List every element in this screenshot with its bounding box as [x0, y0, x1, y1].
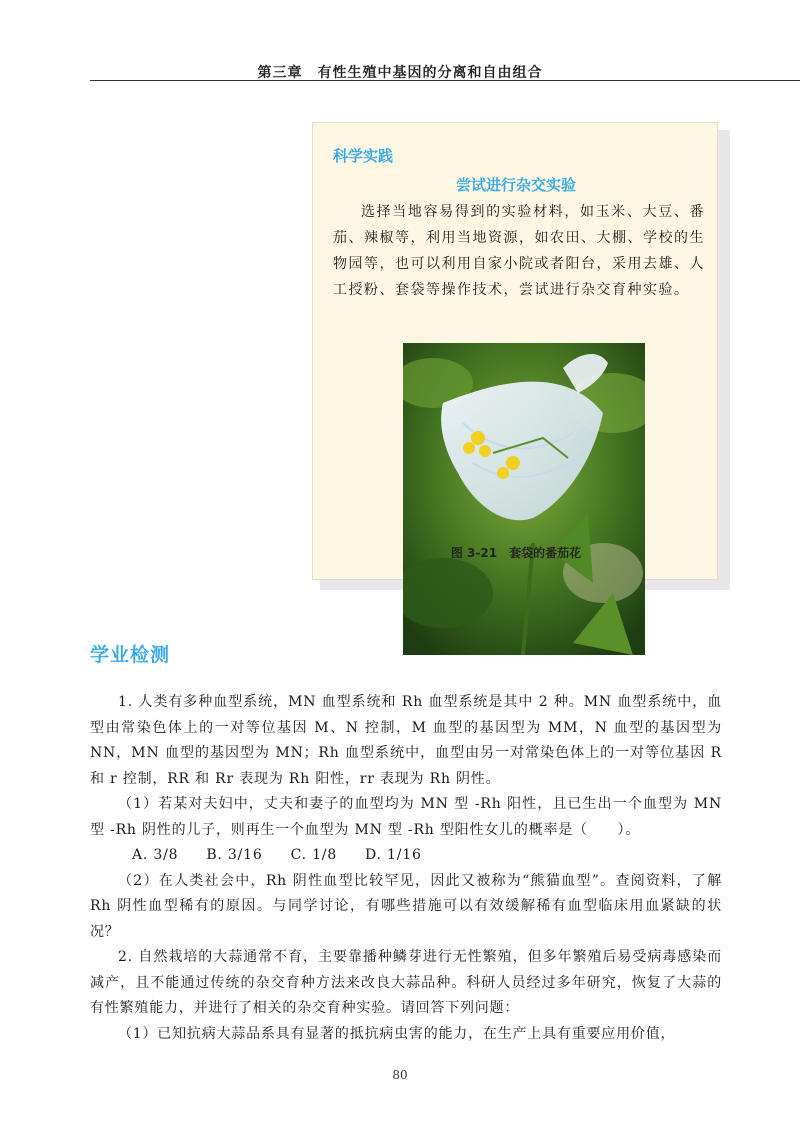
figure-caption-text: 套袋的番茄花	[509, 546, 582, 560]
question-2-part-1: （1）已知抗病大蒜品系具有显著的抵抗病虫害的能力，在生产上具有重要应用价值，	[118, 1025, 676, 1042]
assessment-heading: 学业检测	[90, 644, 171, 666]
question-2-stem: 2. 自然栽培的大蒜通常不育，主要靠播种鳞芽进行无性繁殖，但多年繁殖后易受病毒感染而减产，且不能通过传统的杂交育种方法来改良大蒜品种。科研人员经过多年研究，恢复了大蒜的有性繁殖能力，并进行了相关的杂交育种实验。请回答下列问题：	[90, 949, 722, 1016]
question-1-stem: 1. 人类有多种血型系统，MN 血型系统和 Rh 血型系统是其中 2 种。MN 血型系统中，血型由常染色体上的一对等位基因 M、N 控制，M 血型的基因型为 MM，N 血型的基因型为 NN，MN 血型的基因型为 MN；Rh 血型系统中，血型由另一对常染色体上的一对等位基因 R 和 r 控制，RR 和 Rr 表现为 Rh 阳性，rr 表现为 Rh 阴性。	[90, 694, 722, 787]
science-practice-box	[312, 122, 718, 580]
practice-title: 尝试进行杂交实验	[455, 176, 576, 194]
page-number: 80	[392, 1068, 408, 1082]
assessment-content	[90, 690, 722, 1047]
practice-section-label: 科学实践	[333, 147, 394, 165]
option-c: C. 1/8	[290, 847, 338, 863]
option-a: A. 3/8	[132, 847, 179, 863]
figure-caption	[313, 544, 719, 561]
bagged-tomato-flower-photo	[403, 343, 645, 655]
question-1-part-2: （2）在人类社会中，Rh 阴性血型比较罕见，因此又被称为“熊猫血型”。查阅资料，了解 Rh 阴性血型稀有的原因。与同学讨论，有哪些措施可以有效缓解稀有血型临床用血紧缺的状况？	[90, 872, 722, 940]
figure-number: 图 3-21	[450, 546, 498, 560]
chapter-title: 第三章 有性生殖中基因的分离和自由组合	[257, 65, 543, 81]
option-d: D. 1/16	[365, 847, 422, 863]
header-divider	[90, 80, 800, 81]
practice-body-text: 选择当地容易得到的实验材料，如玉米、大豆、番茄、辣椒等，利用当地资源，如农田、大棚、学校的生物园等，也可以利用自家小院或者阳台，采用去雄、人工授粉、套袋等操作技术，尝试进行杂交育种实验。	[333, 204, 705, 298]
option-b: B. 3/16	[206, 847, 263, 863]
question-1-part-1: （1）若某对夫妇中，丈夫和妻子的血型均为 MN 型 -Rh 阳性，且已生出一个血型为 MN 型 -Rh 阴性的儿子，则再生一个血型为 MN 型 -Rh 型阳性女儿的概率是（ ）。	[90, 796, 722, 838]
question-1-options	[90, 843, 722, 869]
